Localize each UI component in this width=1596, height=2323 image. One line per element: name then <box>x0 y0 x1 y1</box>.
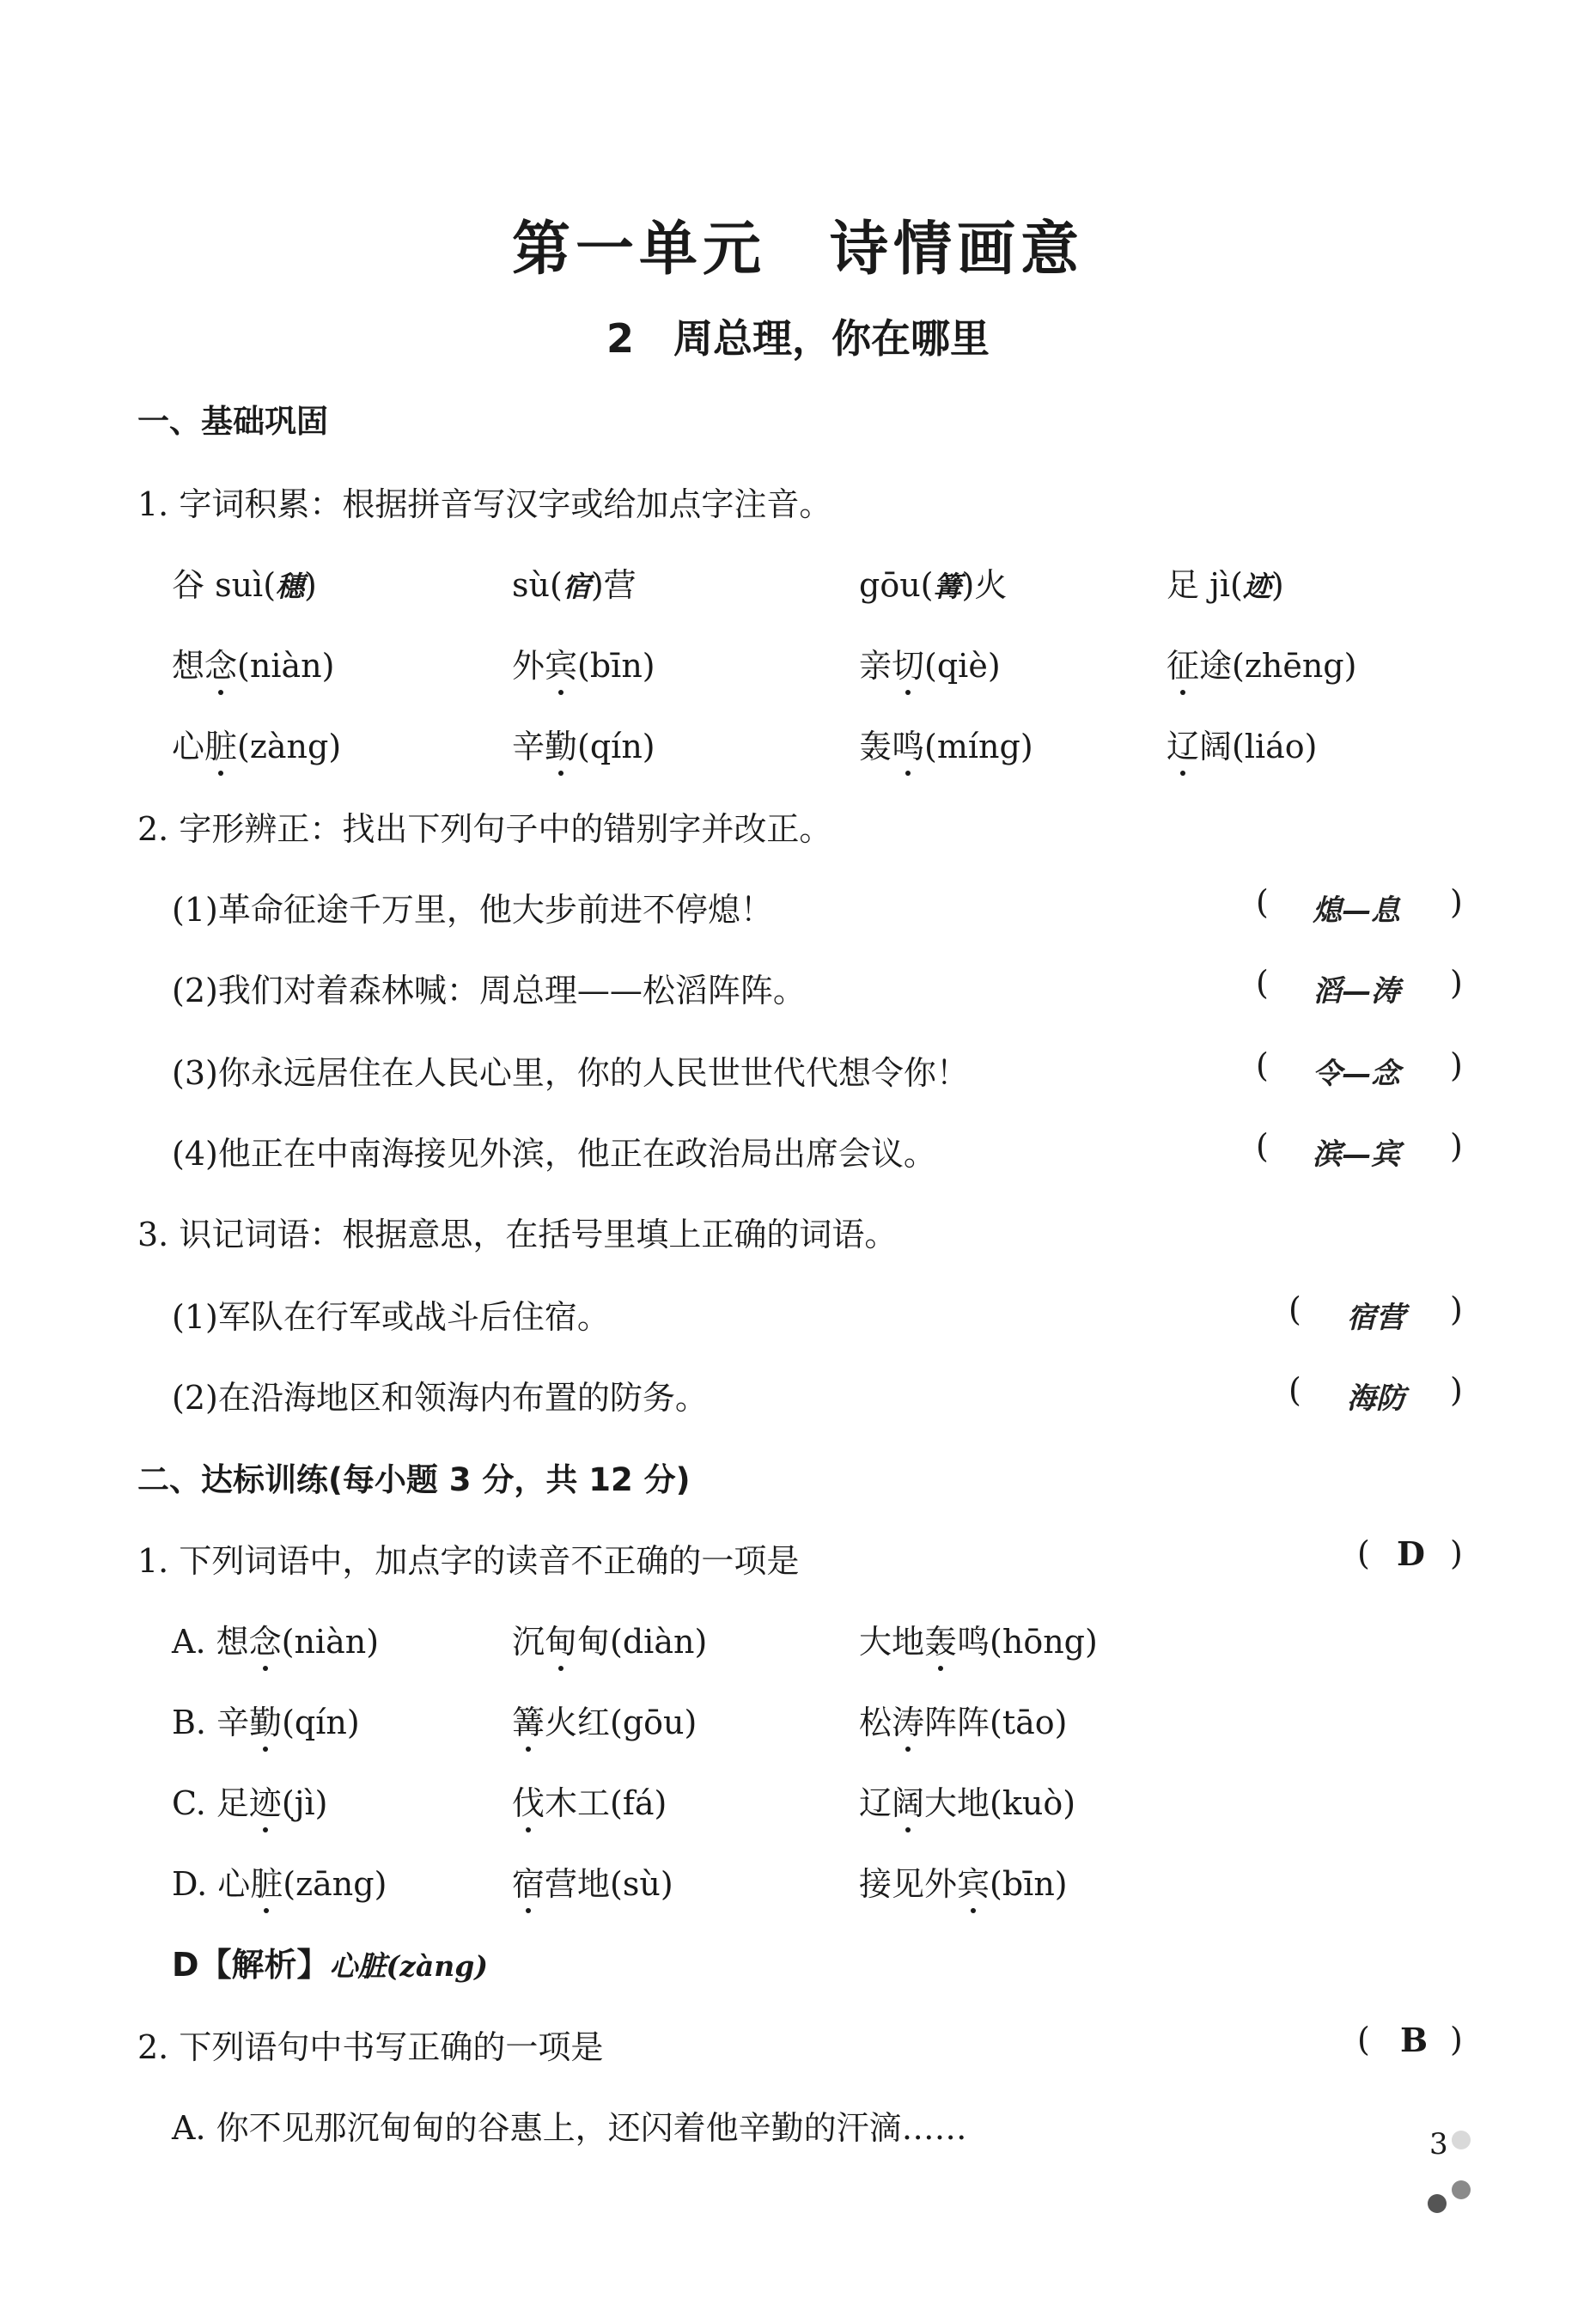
mc1-stem: 1. 下列词语中，加点字的读音不正确的一项是 <box>137 1542 800 1580</box>
mc2-close-paren: ) <box>1450 2021 1463 2058</box>
unit-title: 第一单元 诗情画意 <box>511 215 1084 284</box>
section-heading-training: 二、达标训练(每小题 3 分，共 12 分) <box>137 1461 691 1498</box>
mc1-option-c-2: 伐木工(fá) <box>512 1777 667 1824</box>
q1-item-7: 亲切(qiè) <box>859 639 1001 686</box>
analysis-label: D【解析】 <box>172 1946 330 1984</box>
q2-close-paren-4: ) <box>1450 1127 1463 1165</box>
mc2-answer: B <box>1400 2021 1428 2059</box>
q1-answer-4: 迹 <box>1242 570 1271 603</box>
q2-answer-3: 令—念 <box>1313 1057 1400 1091</box>
q1-answer-2: 宿 <box>562 570 591 603</box>
mc1-option-b-3: 松涛阵阵(tāo) <box>859 1696 1068 1743</box>
q3-definition-2: (2)在沿海地区和领海内布置的防务。 <box>172 1379 708 1417</box>
mc1-option-d-2: 宿营地(sù) <box>512 1857 673 1905</box>
q2-sentence-2: (2)我们对着森林喊：周总理——松滔阵阵。 <box>172 972 806 1009</box>
analysis-text: 心脏(zàng) <box>329 1949 488 1983</box>
q2-close-paren-1: ) <box>1450 883 1463 921</box>
q2-sentence-4: (4)他正在中南海接见外滨，他正在政治局出席会议。 <box>172 1135 936 1173</box>
q1-item-3: gōu(篝)火 <box>859 566 1008 604</box>
mc2-stem: 2. 下列语句中书写正确的一项是 <box>137 2028 604 2066</box>
mc1-option-a-2: 沉甸甸(diàn) <box>512 1615 707 1662</box>
q2-open-paren-2: ( <box>1256 964 1269 1002</box>
q3-open-paren-1: ( <box>1288 1290 1301 1328</box>
q3-definition-1: (1)军队在行军或战斗后住宿。 <box>172 1298 610 1336</box>
q1-item-2: sù(宿)营 <box>512 566 637 604</box>
mc2-option-a: A. 你不见那沉甸甸的谷惠上，还闪着他辛勤的汗滴…… <box>172 2109 967 2147</box>
mc1-answer: D <box>1397 1534 1425 1573</box>
question-2-stem: 2. 字形辨正：找出下列句子中的错别字并改正。 <box>137 810 832 848</box>
q1-item-5: 想念(niàn) <box>172 639 334 686</box>
mc1-close-paren: ) <box>1450 1534 1463 1572</box>
q2-open-paren-4: ( <box>1256 1127 1269 1165</box>
q1-item-1: 谷 suì(穗) <box>172 566 317 604</box>
mc1-option-a-3: 大地轰鸣(hōng) <box>859 1615 1098 1662</box>
q3-close-paren-2: ) <box>1450 1371 1463 1409</box>
q2-close-paren-3: ) <box>1450 1046 1463 1084</box>
mc1-option-b-1: B. 辛勤(qín) <box>172 1696 360 1743</box>
lesson-title: 2 周总理，你在哪里 <box>606 315 990 362</box>
mc1-option-a-1: A. 想念(niàn) <box>172 1615 379 1662</box>
q3-close-paren-1: ) <box>1450 1290 1463 1328</box>
q2-answer-1: 熄—息 <box>1313 893 1400 928</box>
mc1-option-d-1: D. 心脏(zāng) <box>172 1857 387 1905</box>
q1-answer-1: 穗 <box>276 570 305 603</box>
mc2-open-paren: ( <box>1357 2021 1370 2058</box>
q1-answer-3: 篝 <box>933 570 962 603</box>
question-1-stem: 1. 字词积累：根据拼音写汉字或给加点字注音。 <box>137 485 832 523</box>
section-heading-basics: 一、基础巩固 <box>137 403 328 440</box>
mc1-option-d-3: 接见外宾(bīn) <box>859 1857 1068 1905</box>
q2-open-paren-1: ( <box>1256 883 1269 921</box>
q1-item-11: 轰鸣(míng) <box>859 720 1033 767</box>
mc1-analysis <box>172 1938 488 1985</box>
q1-item-10: 辛勤(qín) <box>512 720 655 767</box>
q1-item-4: 足 jì(迹) <box>1167 566 1284 604</box>
mc1-open-paren: ( <box>1357 1534 1370 1572</box>
q1-item-6: 外宾(bīn) <box>512 639 655 686</box>
q2-sentence-3: (3)你永远居住在人民心里，你的人民世世代代想令你！ <box>172 1054 969 1092</box>
page-number: 3 <box>1429 2127 1448 2161</box>
q2-close-paren-2: ) <box>1450 964 1463 1002</box>
q3-answer-2: 海防 <box>1347 1381 1405 1416</box>
q1-item-9: 心脏(zàng) <box>172 720 341 767</box>
q2-sentence-1: (1)革命征途千万里，他大步前进不停熄！ <box>172 891 773 929</box>
q2-answer-4: 滨—宾 <box>1313 1137 1400 1172</box>
mc1-option-b-2: 篝火红(gōu) <box>512 1696 697 1743</box>
mc1-option-c-1: C. 足迹(jì) <box>172 1777 328 1824</box>
q2-open-paren-3: ( <box>1256 1046 1269 1084</box>
question-3-stem: 3. 识记词语：根据意思，在括号里填上正确的词语。 <box>137 1216 898 1253</box>
q2-answer-2: 滔—涛 <box>1313 974 1400 1009</box>
q1-item-8: 征途(zhēng) <box>1167 639 1356 686</box>
q1-item-12: 辽阔(liáo) <box>1167 720 1318 767</box>
mc1-option-c-3: 辽阔大地(kuò) <box>859 1777 1075 1824</box>
q3-open-paren-2: ( <box>1288 1371 1301 1409</box>
q3-answer-1: 宿营 <box>1347 1301 1405 1335</box>
